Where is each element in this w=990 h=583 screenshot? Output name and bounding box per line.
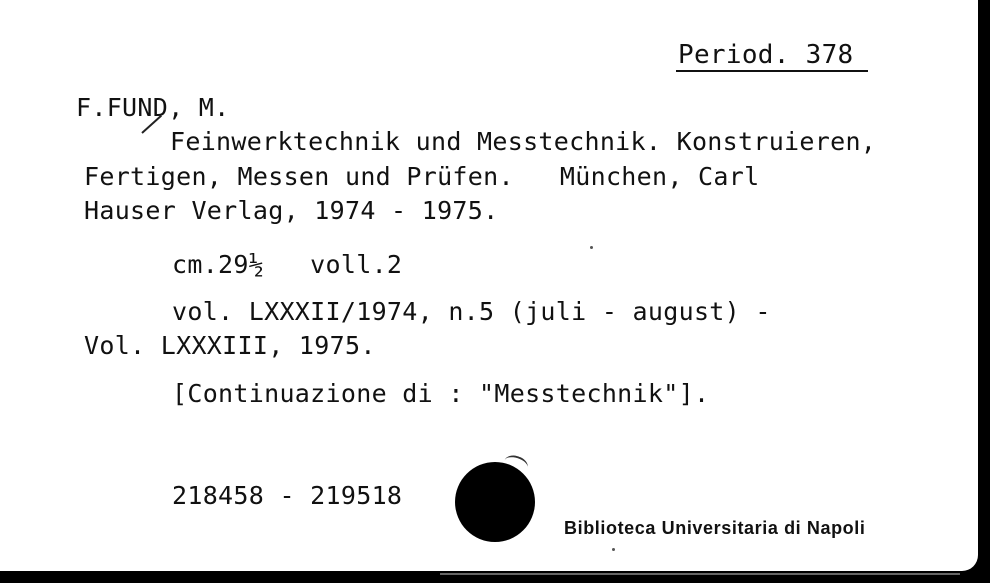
paper-speck (612, 548, 615, 551)
holdings-line-2: Vol. LXXXIII, 1975. (84, 331, 376, 360)
shelfmark-underline (676, 70, 868, 72)
title-line-2: Fertigen, Messen und Prüfen. München, Carl (84, 162, 760, 191)
paper-speck (590, 246, 593, 249)
inventory-numbers: 218458 - 219518 (172, 481, 403, 510)
title-line-1: Feinwerktechnik und Messtechnik. Konstruieren, (170, 127, 877, 156)
continuation-note: [Continuazione di : "Messtechnik"]. (172, 379, 710, 408)
holdings-line-1: vol. LXXXII/1974, n.5 (juli - august) - (172, 297, 771, 326)
library-stamp-text: Biblioteca Universitaria di Napoli (564, 518, 866, 538)
card-bottom-rule (440, 573, 960, 575)
card-edge-right (978, 0, 990, 583)
imprint-line: Hauser Verlag, 1974 - 1975. (84, 196, 499, 225)
shelfmark: Period. 378 (678, 40, 854, 70)
physical-description: cm.29½ voll.2 (172, 250, 403, 279)
author-heading: F.FUND, M. (76, 93, 230, 122)
